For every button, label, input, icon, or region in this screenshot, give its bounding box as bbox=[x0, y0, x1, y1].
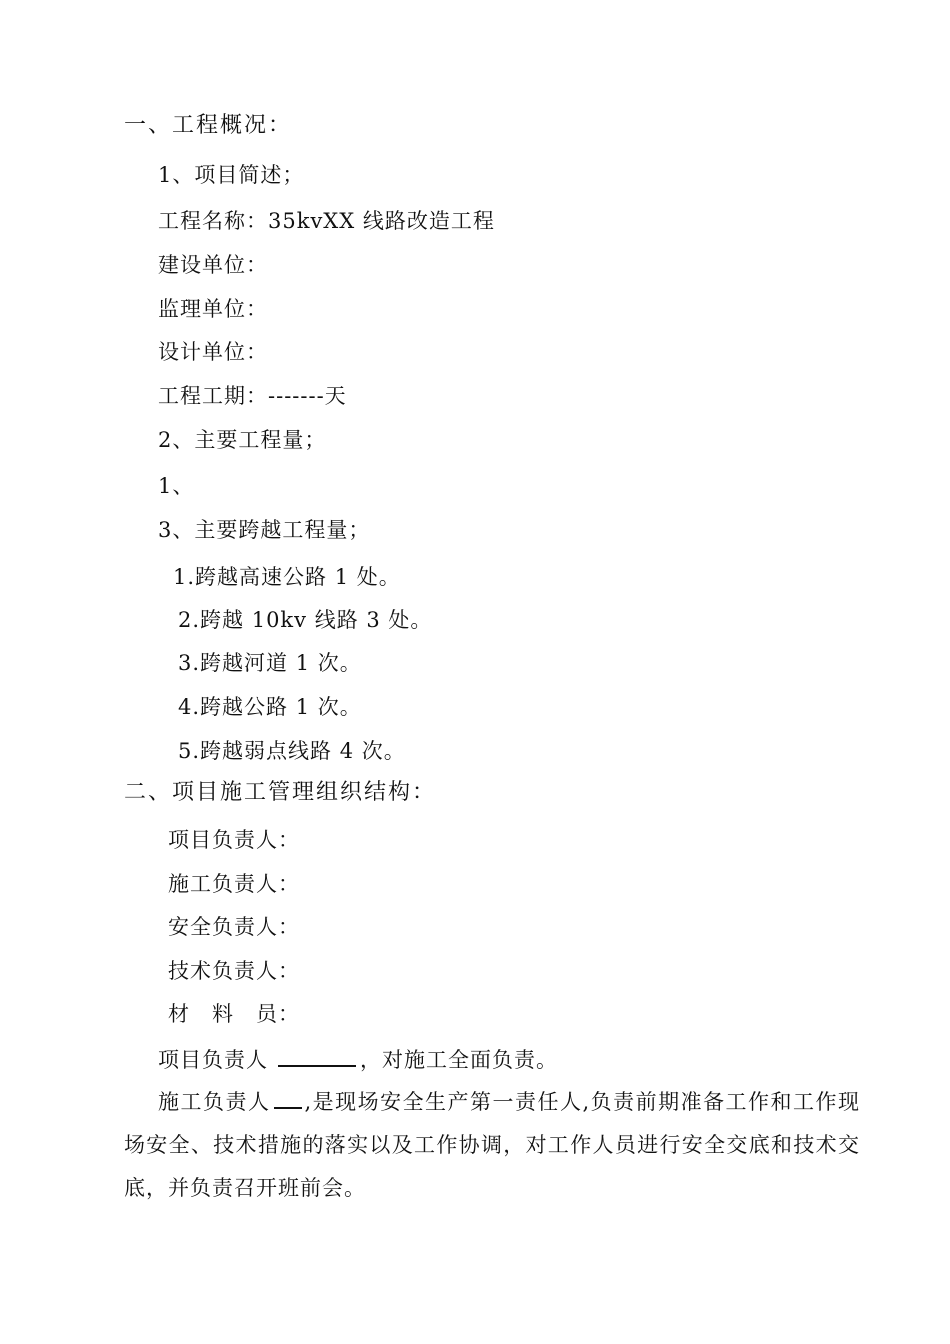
fill-in-blank bbox=[278, 1043, 356, 1067]
role-line: 安全负责人： bbox=[168, 915, 300, 939]
role-line: 施工负责人： bbox=[168, 872, 300, 896]
subsection-1-heading: 1、项目简述； bbox=[158, 163, 305, 187]
role-line: 技术负责人： bbox=[168, 959, 300, 983]
duration-line: 工程工期：-------天 bbox=[158, 384, 347, 408]
quantity-item-1: 1、 bbox=[158, 474, 195, 498]
crossing-item: 5.跨越弱点线路 4 次。 bbox=[178, 739, 406, 763]
crossing-item: 4.跨越公路 1 次。 bbox=[178, 695, 362, 719]
paragraph-project-lead bbox=[158, 1043, 558, 1074]
crossing-item: 3.跨越河道 1 次。 bbox=[178, 651, 362, 675]
paragraph-construction-lead bbox=[124, 1081, 860, 1210]
paragraph-text: 项目负责人 bbox=[158, 1048, 268, 1072]
role-line: 材 料 员： bbox=[168, 1002, 300, 1026]
paragraph-text: ,是现场安全生产第一责任人,负责前期准备工作和工作现场安全、技术措施的落实以及工作协调，对工作人员进行安全交底和技术交底，并负责召开班前会。 bbox=[124, 1090, 861, 1200]
supervisor-line: 监理单位： bbox=[158, 297, 268, 321]
role-line: 项目负责人： bbox=[168, 828, 300, 852]
crossing-item: 1.跨越高速公路 1 处。 bbox=[173, 565, 401, 589]
builder-line: 建设单位： bbox=[158, 253, 268, 277]
subsection-2-heading: 2、主要工程量； bbox=[158, 428, 327, 452]
project-name-line: 工程名称：35kvXX 线路改造工程 bbox=[158, 209, 495, 233]
fill-in-blank bbox=[274, 1085, 302, 1109]
paragraph-text: ，对施工全面负责。 bbox=[360, 1048, 558, 1072]
crossing-item: 2.跨越 10kv 线路 3 处。 bbox=[178, 608, 433, 632]
paragraph-text: 施工负责人 bbox=[158, 1090, 271, 1114]
subsection-3-heading: 3、主要跨越工程量； bbox=[158, 518, 371, 542]
designer-line: 设计单位： bbox=[158, 340, 268, 364]
section-1-heading: 一、工程概况： bbox=[124, 113, 293, 138]
section-2-heading: 二、项目施工管理组织结构： bbox=[124, 780, 437, 805]
